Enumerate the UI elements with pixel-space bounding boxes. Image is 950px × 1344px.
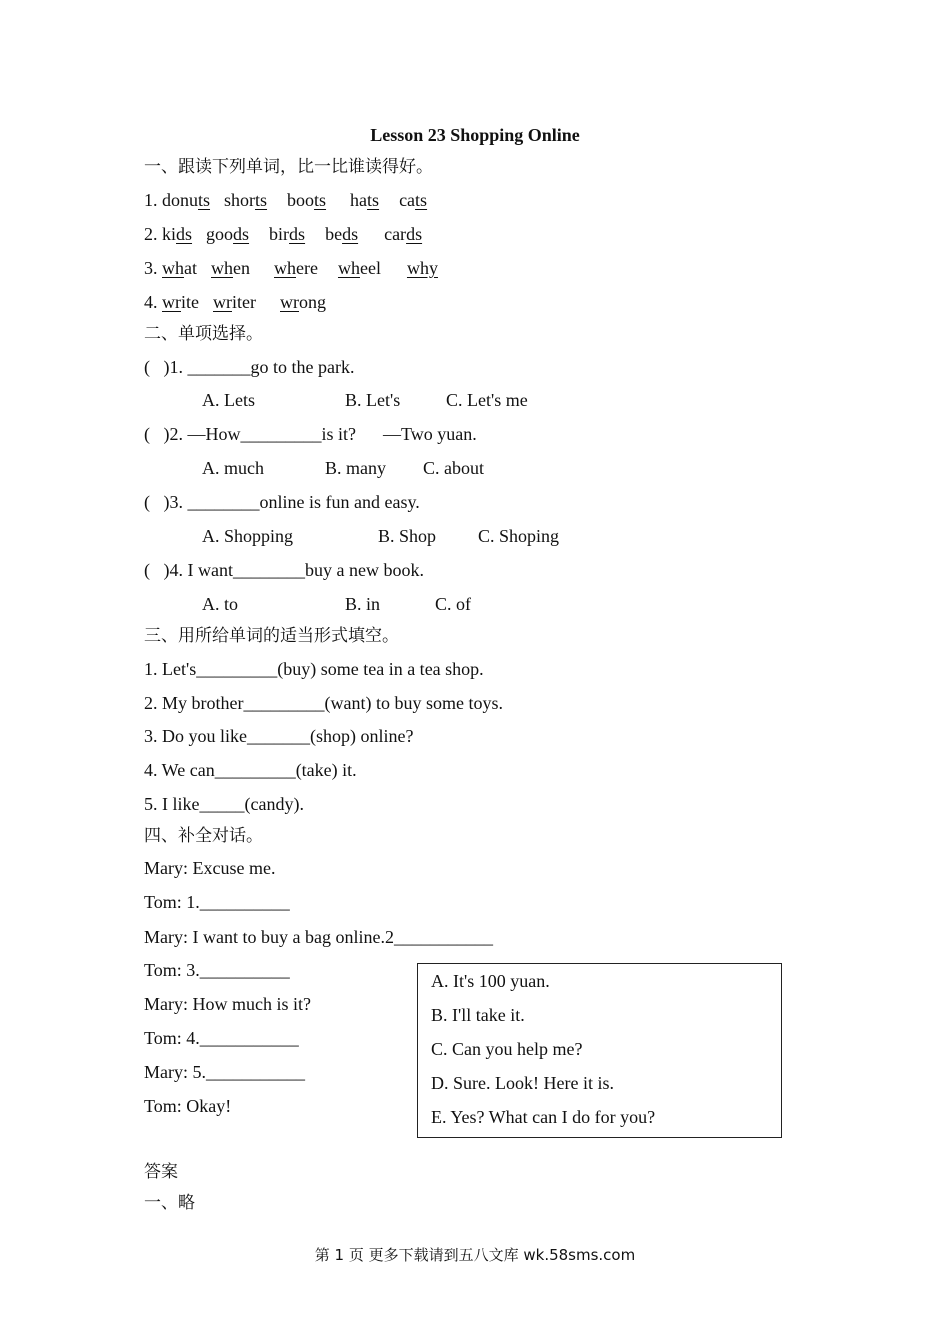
fill-item: 1. Let's_________(buy) some tea in a tea shop. <box>144 659 484 679</box>
phonics-word: why <box>406 258 438 278</box>
fill-item: 5. I like_____(candy). <box>144 794 304 814</box>
dialogue-line: Tom: 3.__________ <box>144 960 290 980</box>
dialogue-line: Mary: How much is it? <box>144 994 311 1014</box>
phonics-word: wheel <box>337 258 381 278</box>
dialogue-line: Mary: I want to buy a bag online.2___________ <box>144 927 493 947</box>
fill-item: 3. Do you like_______(shop) online? <box>144 726 414 746</box>
row-number: 2. <box>144 224 162 244</box>
dialogue-option: C. Can you help me? <box>431 1039 583 1059</box>
answer-item: 一、略 <box>144 1193 195 1213</box>
dialogue-line: Tom: 4.___________ <box>144 1028 299 1048</box>
question-stem: ( )1. _______go to the park. <box>144 357 355 377</box>
phonics-word: wrong <box>280 292 326 312</box>
row-number: 3. <box>144 258 162 278</box>
dialogue-line: Mary: 5.___________ <box>144 1062 305 1082</box>
dialogue-option: E. Yes? What can I do for you? <box>431 1107 656 1127</box>
question-stem: ( )4. I want________buy a new book. <box>144 560 424 580</box>
section3-heading: 三、用所给单词的适当形式填空。 <box>144 626 399 646</box>
section2-heading: 二、单项选择。 <box>144 324 263 344</box>
phonics-word: when <box>211 258 250 278</box>
phonics-word: hats <box>350 190 380 210</box>
page-footer: 第 1 页 更多下载请到五八文库 wk.58sms.com <box>314 1246 636 1264</box>
fill-item: 4. We can_________(take) it. <box>144 760 357 780</box>
option-c: C. Shoping <box>478 526 560 546</box>
phonics-word: birds <box>269 224 306 244</box>
dialogue-option: B. I'll take it. <box>431 1005 525 1025</box>
phonics-word: beds <box>325 224 359 244</box>
option-a: A. Shopping <box>202 526 294 546</box>
option-a: A. much <box>202 458 264 478</box>
phonics-word: cards <box>384 224 423 244</box>
phonics-row <box>144 223 422 245</box>
phonics-row <box>144 189 427 211</box>
option-b: B. many <box>325 458 386 478</box>
page-title: Lesson 23 Shopping Online <box>370 125 580 145</box>
option-b: B. Let's <box>345 390 401 410</box>
question-stem: ( )2. —How_________is it? —Two yuan. <box>144 424 477 444</box>
phonics-word: donuts <box>162 190 211 210</box>
dialogue-option: D. Sure. Look! Here it is. <box>431 1073 614 1093</box>
dialogue-line: Tom: Okay! <box>144 1096 232 1116</box>
option-a: A. Lets <box>202 390 255 410</box>
option-c: C. of <box>435 594 471 614</box>
phonics-word: where <box>274 258 318 278</box>
dialogue-option: A. It's 100 yuan. <box>431 971 550 991</box>
option-b: B. in <box>345 594 381 614</box>
phonics-word: boots <box>287 190 327 210</box>
phonics-word: write <box>162 292 199 312</box>
phonics-row <box>144 291 326 313</box>
option-b: B. Shop <box>378 526 437 546</box>
dialogue-line: Tom: 1.__________ <box>144 892 290 912</box>
phonics-word: what <box>162 258 197 278</box>
fill-item: 2. My brother_________(want) to buy some toys. <box>144 693 503 713</box>
section4-heading: 四、补全对话。 <box>144 826 263 846</box>
phonics-word: writer <box>213 292 256 312</box>
options-box <box>417 963 782 1138</box>
phonics-word: shorts <box>224 190 268 210</box>
question-stem: ( )3. ________online is fun and easy. <box>144 492 420 512</box>
phonics-row <box>144 257 438 279</box>
row-number: 1. <box>144 190 162 210</box>
option-a: A. to <box>202 594 238 614</box>
phonics-word: kids <box>162 224 193 244</box>
option-c: C. about <box>423 458 484 478</box>
option-c: C. Let's me <box>446 390 528 410</box>
dialogue-line: Mary: Excuse me. <box>144 858 276 878</box>
phonics-word: goods <box>206 224 250 244</box>
section1-heading: 一、跟读下列单词，比一比谁读得好。 <box>144 157 433 177</box>
phonics-word: cats <box>399 190 428 210</box>
row-number: 4. <box>144 292 162 312</box>
answers-heading: 答案 <box>144 1162 178 1182</box>
